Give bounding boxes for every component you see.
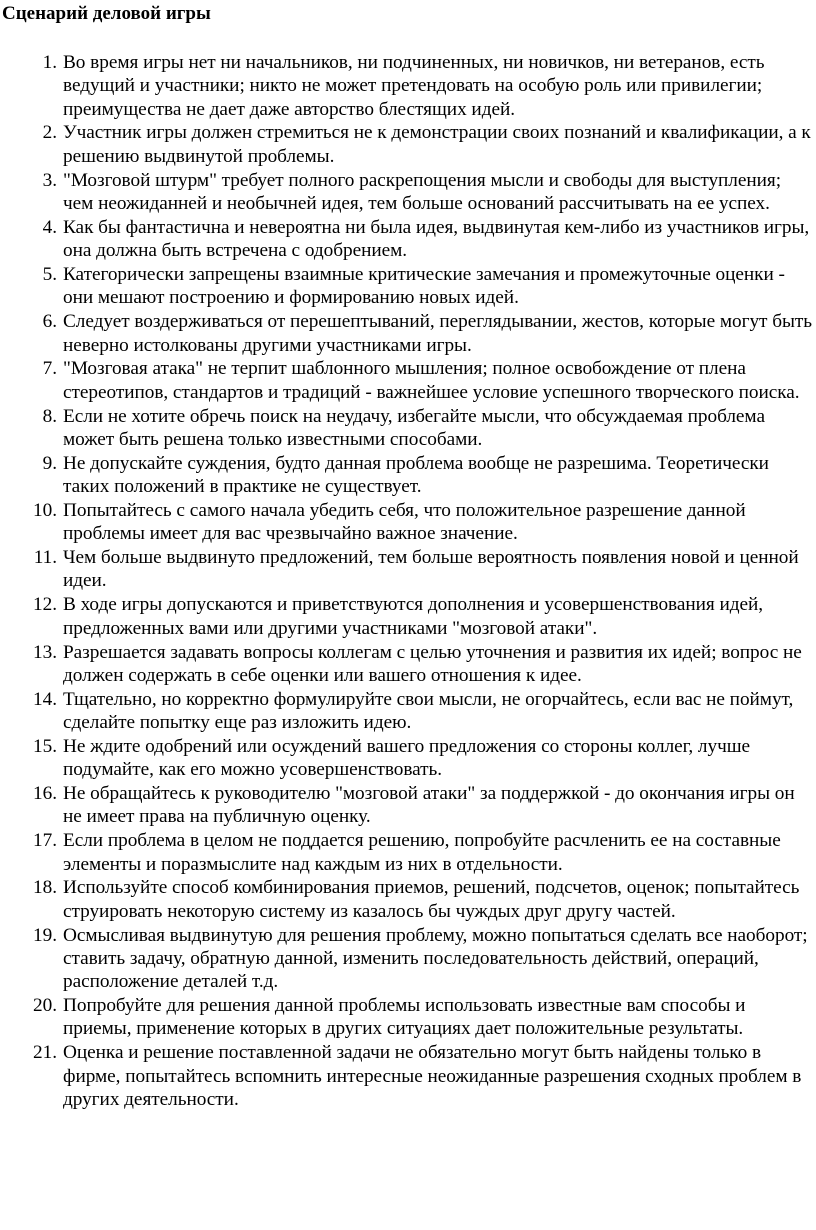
list-item-number: 21. <box>33 1042 57 1064</box>
list-item-number: 20. <box>33 995 57 1017</box>
list-item-text: Попробуйте для решения данной проблемы использовать известные вам способы и приемы, применение которых в других ситуациях дает положительные результаты. <box>63 995 746 1040</box>
list-item <box>0 216 814 263</box>
list-item-number: 7. <box>42 358 57 380</box>
list-item-text: Оценка и решение поставленной задачи не обязательно могут быть найдены только в фирме, попытайтесь вспомнить интересные неожиданные разрешения сходных проблем в других деятельности. <box>63 1042 802 1110</box>
list-item-text: Если проблема в целом не поддается решению, попробуйте расчленить ее на составные элементы и поразмыслите над каждым из них в отдельности. <box>63 830 781 875</box>
list-item <box>0 169 814 216</box>
list-item <box>0 782 814 829</box>
list-item-text: Категорически запрещены взаимные критические замечания и промежуточные оценки - они мешают построению и формированию новых идей. <box>63 264 785 309</box>
list-item-number: 13. <box>33 641 57 663</box>
list-item <box>0 405 814 452</box>
list-item-text: Если не хотите обречь поиск на неудачу, избегайте мысли, что обсуждаемая проблема может быть решена только известными способами. <box>63 405 765 450</box>
list-item-number: 19. <box>33 924 57 946</box>
list-item-number: 8. <box>42 405 57 427</box>
list-item-text: Тщательно, но корректно формулируйте свои мысли, не огорчайтесь, если вас не поймут, сделайте попытку еще раз изложить идею. <box>63 688 794 734</box>
list-item-number: 3. <box>42 169 57 191</box>
list-item-text: Не ждите одобрений или осуждений вашего предложения со стороны коллег, лучше подумайте, как его можно усовершенствовать. <box>63 735 751 781</box>
list-item <box>0 994 814 1041</box>
list-item-text: "Мозговая атака" не терпит шаблонного мышления; полное освобождение от плена стереотипов, стандартов и традиций - важнейшее условие успешного творческого поиска. <box>63 358 800 403</box>
list-item-text: Разрешается задавать вопросы коллегам с целью уточнения и развития их идей; вопрос не должен содержать в себе оценки или вашего отношения к идее. <box>63 641 802 686</box>
list-item <box>0 876 814 923</box>
list-item-text: Во время игры нет ни начальников, ни подчиненных, ни новичков, ни ветеранов, есть ведущий и участники; никто не может претендовать на особую роль или привилегии; преимущества не дает даже авторство блестящих идей. <box>63 52 765 120</box>
list-item-number: 10. <box>33 499 57 521</box>
list-item-text: Участник игры должен стремиться не к демонстрации своих познаний и квалификации, а к решению выдвинутой проблемы. <box>63 122 811 167</box>
list-item <box>0 641 814 688</box>
list-item <box>0 310 814 357</box>
list-item-text: Чем больше выдвинуто предложений, тем больше вероятность появления новой и ценной идеи. <box>63 547 799 592</box>
list-item-text: "Мозговой штурм" требует полного раскрепощения мысли и свободы для выступления; чем неожиданней и необычней идея, тем больше оснований рассчитывать на ее успех. <box>63 169 782 214</box>
list-item-number: 11. <box>33 547 57 569</box>
list-item <box>0 924 814 994</box>
list-item-number: 9. <box>42 452 57 474</box>
list-item-text: Следует воздерживаться от перешептываний, переглядывании, жестов, которые могут быть неверно истолкованы другими участниками игры. <box>63 311 812 356</box>
list-item-text: Не обращайтесь к руководителю "мозговой атаки" за поддержкой - до окончания игры он не имеет права на публичную оценку. <box>63 783 795 828</box>
list-item-number: 4. <box>42 216 57 238</box>
list-item <box>0 593 814 640</box>
list-item <box>0 735 814 782</box>
list-item <box>0 499 814 546</box>
list-item <box>0 452 814 499</box>
list-item <box>0 1041 814 1111</box>
list-item-text: Не допускайте суждения, будто данная проблема вообще не разрешима. Теоретически таких положений в практике не существует. <box>63 452 769 498</box>
list-item-number: 14. <box>33 688 57 710</box>
list-item-text: Попытайтесь с самого начала убедить себя, что положительное разрешение данной проблемы имеет для вас чрезвычайно важное значение. <box>63 499 746 545</box>
list-item-number: 18. <box>33 877 57 899</box>
list-item-number: 5. <box>42 264 57 286</box>
list-item-number: 17. <box>33 830 57 852</box>
list-item <box>0 263 814 310</box>
list-item-number: 6. <box>42 311 57 333</box>
list-item-number: 15. <box>33 735 57 757</box>
list-item-number: 1. <box>42 52 57 73</box>
list-item-number: 16. <box>33 783 57 805</box>
list-item <box>0 357 814 404</box>
list-item <box>0 688 814 735</box>
rules-list <box>0 51 814 1112</box>
list-item <box>0 829 814 876</box>
list-item-text: Осмысливая выдвинутую для решения проблему, можно попытаться сделать все наоборот; ставить задачу, обратную данной, изменить последовательность действий, операций, расположение деталей т.д. <box>63 924 808 993</box>
document-title: Сценарий деловой игры <box>2 3 211 24</box>
list-item <box>0 51 814 121</box>
list-item-number: 12. <box>33 594 57 616</box>
list-item-text: Как бы фантастична и невероятна ни была идея, выдвинутая кем-либо из участников игры, она должна быть встречена с одобрением. <box>63 216 810 262</box>
list-item <box>0 546 814 593</box>
list-item <box>0 121 814 168</box>
list-item-text: В ходе игры допускаются и приветствуются дополнения и усовершенствования идей, предложенных вами или другими участниками "мозговой атаки". <box>63 594 764 639</box>
list-item-text: Используйте способ комбинирования приемов, решений, подсчетов, оценок; попытайтесь струировать некоторую систему из казалось бы чуждых друг другу частей. <box>63 877 800 922</box>
list-item-number: 2. <box>42 122 57 144</box>
